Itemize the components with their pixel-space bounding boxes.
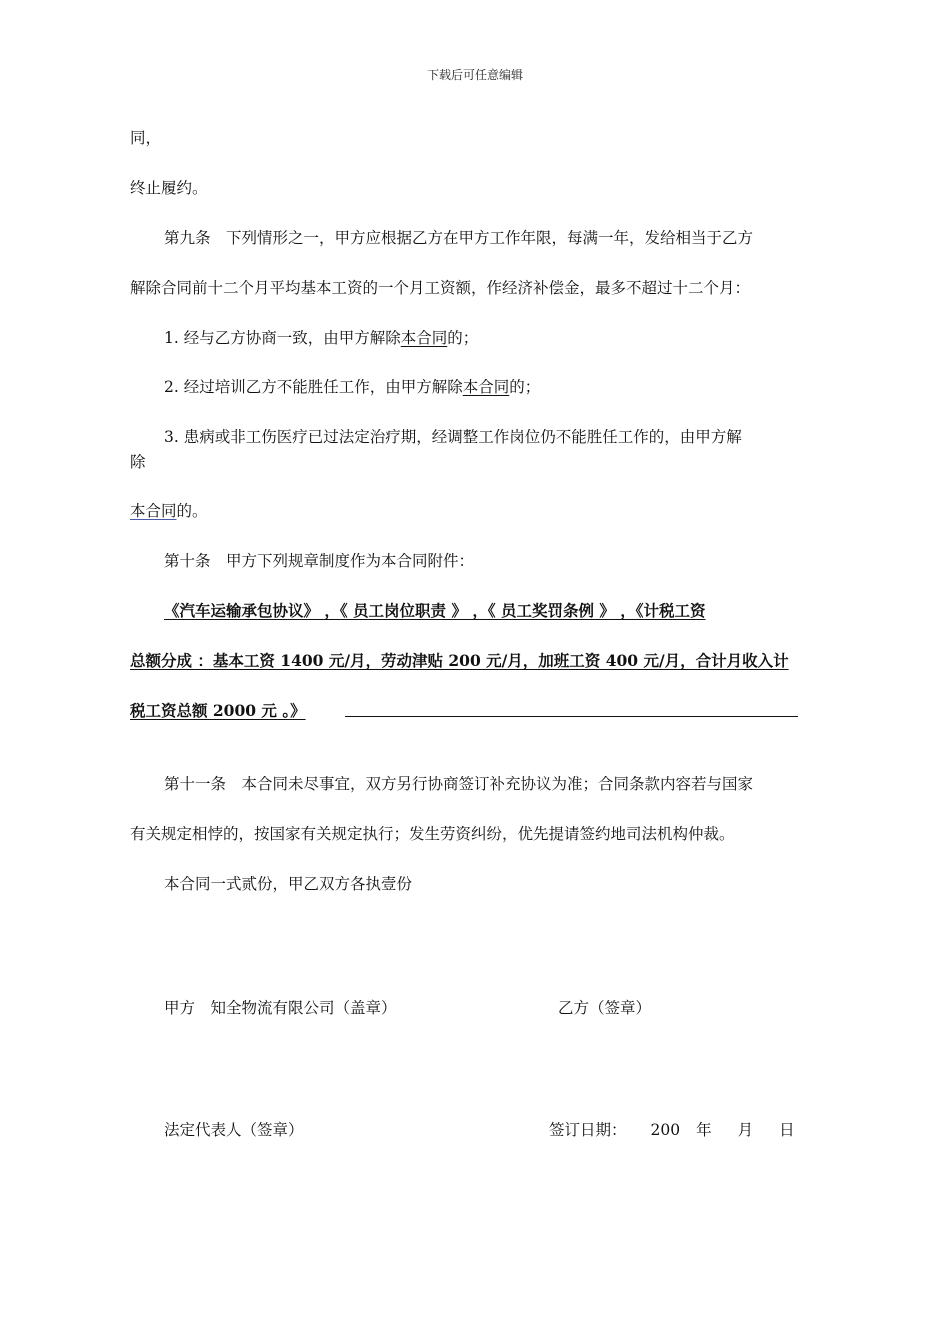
- date-year: 200: [650, 1121, 681, 1139]
- contract-link[interactable]: 本合同: [400, 329, 448, 347]
- copies-statement: 本合同一式贰份，甲乙双方各执壹份: [164, 875, 413, 893]
- underline-rule: [345, 716, 798, 717]
- year-unit: 年: [696, 1121, 712, 1139]
- list-item-text: 的；: [447, 329, 479, 347]
- signing-date: [549, 1120, 795, 1140]
- attachment-line-3: 税工资总额 2000 元 。》: [130, 701, 306, 720]
- list-item-text: 1. 经与乙方协商一致，由甲方解除: [164, 329, 401, 347]
- contract-link[interactable]: 本合同: [130, 502, 177, 520]
- page-header: 下载后可任意编辑: [426, 68, 523, 82]
- list-item-text: 的；: [509, 378, 541, 396]
- article-9-line-2: 解除合同前十二个月平均基本工资的一个月工资额，作经济补偿金，最多不超过十二个月：: [130, 279, 751, 297]
- legal-representative: 法定代表人（签章）: [164, 1121, 304, 1139]
- party-b-signature: 乙方（签章）: [558, 999, 652, 1017]
- list-item-3-line-3: [130, 501, 208, 521]
- article-9-line-1: 第九条 下列情形之一，甲方应根据乙方在甲方工作年限，每满一年，发给相当于乙方: [164, 229, 754, 247]
- list-item-2: [164, 377, 540, 397]
- day-unit: 日: [779, 1121, 795, 1139]
- article-11-line-2: 有关规定相悖的，按国家有关规定执行；发生劳资纠纷，优先提请签约地司法机构仲裁。: [130, 825, 735, 843]
- party-a-signature: 甲方 知全物流有限公司（盖章）: [164, 999, 397, 1017]
- article-10: 第十条 甲方下列规章制度作为本合同附件：: [164, 552, 475, 570]
- list-item-3-line-2: 除: [130, 453, 146, 471]
- list-item-text: 2. 经过培训乙方不能胜任工作，由甲方解除: [164, 378, 463, 396]
- list-item-3-line-1: 3. 患病或非工伤医疗已过法定治疗期，经调整工作岗位仍不能胜任工作的，由甲方解: [164, 428, 742, 446]
- attachment-line-1: 《汽车运输承包协议》 ，《 员工岗位职责 》 ，《 员工奖罚条例 》 ，《计税工资: [164, 601, 706, 620]
- text-line: 同，: [130, 129, 162, 147]
- list-item-text: 的。: [176, 502, 208, 520]
- article-11-line-1: 第十一条 本合同未尽事宜，双方另行协商签订补充协议为准；合同条款内容若与国家: [164, 775, 754, 793]
- month-unit: 月: [737, 1121, 754, 1139]
- list-item-1: [164, 328, 478, 348]
- date-label: 签订日期：: [549, 1121, 627, 1139]
- contract-link[interactable]: 本合同: [462, 378, 510, 396]
- text-line: 终止履约。: [130, 179, 208, 197]
- attachment-line-2: 总额分成 ：基本工资 1400 元/月，劳动津贴 200 元/月，加班工资 400 元/月，合计月收入计: [130, 651, 789, 670]
